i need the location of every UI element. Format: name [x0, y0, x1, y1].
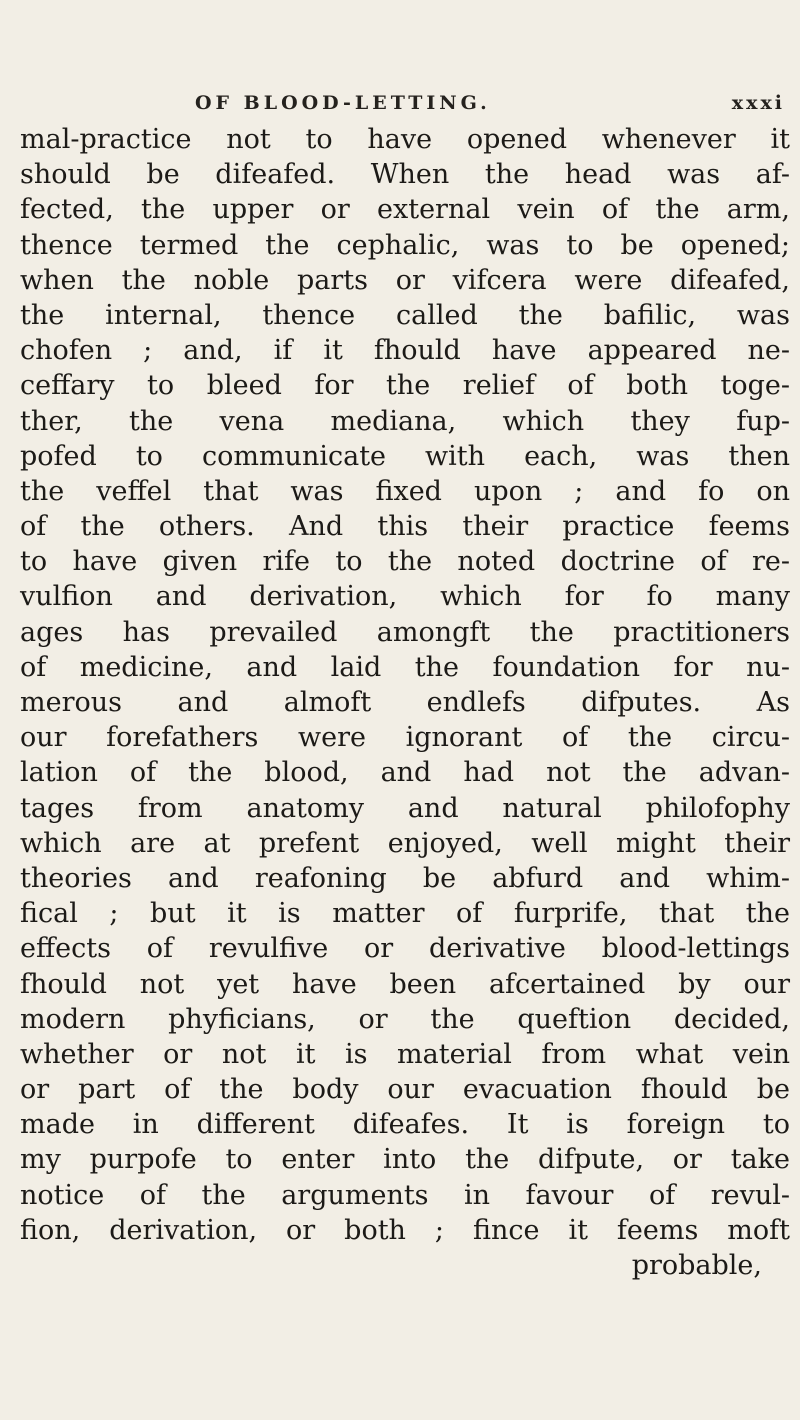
text-line: fical ; but it is matter of furprife, that the	[20, 898, 790, 930]
text-line: the veffel that was fixed upon ; and fo on	[20, 475, 790, 507]
text-line: when the noble parts or vifcera were difeafed,	[20, 264, 790, 296]
text-line: pofed to communicate with each, was then	[20, 440, 790, 472]
text-line: or part of the body our evacuation fhould be	[20, 1074, 790, 1106]
running-head	[195, 92, 785, 122]
text-line: should be difeafed. When the head was af-	[20, 159, 790, 191]
text-line: lation of the blood, and had not the advan-	[20, 757, 790, 789]
text-line: tages from anatomy and natural philofophy	[20, 792, 790, 824]
text-line: mal-practice not to have opened whenever it	[20, 124, 790, 155]
text-line: ages has prevailed amongft the practitioners	[20, 616, 790, 648]
text-line: made in different difeafes. It is foreign to	[20, 1109, 790, 1141]
text-line: ceffary to bleed for the relief of both toge-	[20, 370, 790, 402]
text-line: effects of revulfive or derivative blood-lettings	[20, 933, 790, 965]
text-line: theories and reafoning be abfurd and whim-	[20, 862, 790, 894]
text-line: of medicine, and laid the foundation for nu-	[20, 651, 790, 683]
text-line: modern phyficians, or the queftion decided,	[20, 1003, 790, 1035]
text-line: the internal, thence called the bafilic, was	[20, 299, 790, 331]
text-line: to have given rife to the noted doctrine of re-	[20, 546, 790, 578]
page-number: xxxi	[731, 92, 785, 114]
text-line: ther, the vena mediana, which they fup-	[20, 405, 790, 437]
text-line: merous and almoft endlefs difputes. As	[20, 687, 790, 718]
text-line: which are at prefent enjoyed, well might their	[20, 827, 790, 859]
text-line: fected, the upper or external vein of the arm,	[20, 194, 790, 226]
text-line: of the others. And this their practice feems	[20, 511, 790, 543]
text-line: thence termed the cephalic, was to be opened;	[20, 229, 790, 261]
text-line: whether or not it is material from what vein	[20, 1038, 790, 1070]
text-line: notice of the arguments in favour of revul-	[20, 1179, 790, 1211]
catchword: probable,	[631, 1250, 762, 1281]
body-text	[20, 122, 790, 1283]
text-line: vulfion and derivation, which for fo many	[20, 581, 790, 613]
text-line: chofen ; and, if it fhould have appeared ne-	[20, 335, 790, 367]
text-line: fion, derivation, or both ; fince it feems moft	[20, 1214, 790, 1246]
text-line: our forefathers were ignorant of the circu-	[20, 722, 790, 754]
text-line: my purpofe to enter into the difpute, or take	[20, 1144, 790, 1176]
running-title: OF BLOOD-LETTING.	[195, 92, 491, 114]
text-line: fhould not yet have been afcertained by our	[20, 968, 790, 1000]
